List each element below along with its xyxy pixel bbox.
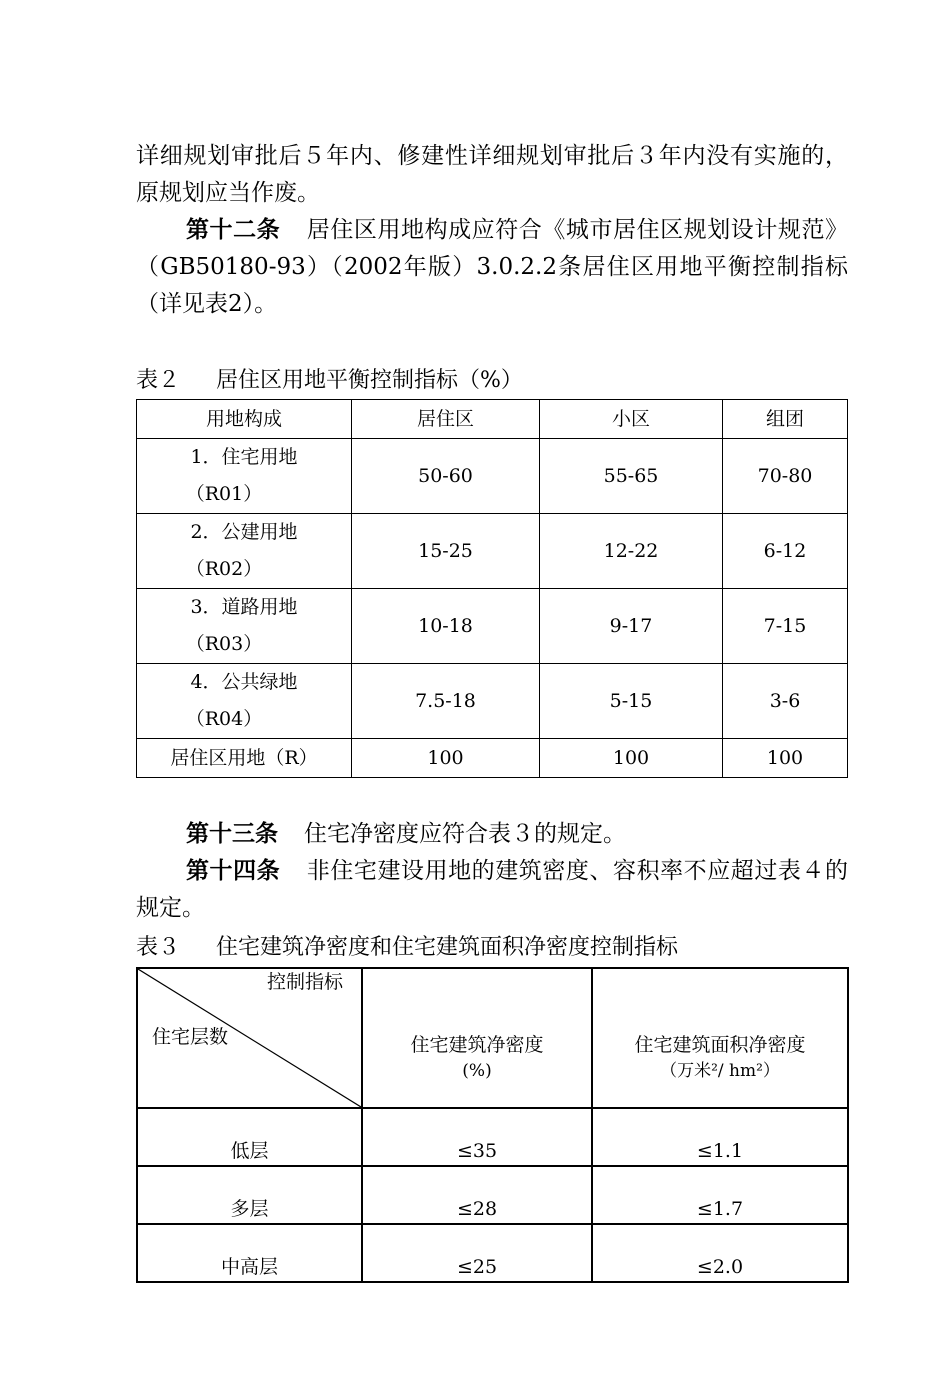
table-cell: ≤2.0 (592, 1224, 848, 1282)
category-name: 3．道路用地 (190, 596, 298, 618)
table-cell: ≤1.1 (592, 1108, 848, 1166)
article-number: 第十二条 (186, 217, 281, 243)
table-cell: 70-80 (723, 439, 848, 514)
diagonal-header-cell (137, 968, 362, 1108)
column-header: 居住区 (352, 400, 540, 439)
table-cell: 7.5-18 (352, 664, 540, 739)
table-title: 居住区用地平衡控制指标（%） (216, 368, 523, 393)
table-row (137, 1166, 848, 1224)
row-axis-label: 住宅层数 (152, 1026, 229, 1048)
column-header: 用地构成 (137, 400, 352, 439)
table-cell: 15-25 (352, 514, 540, 589)
column-axis-label: 控制指标 (266, 971, 343, 993)
total-label: 居住区用地（R） (137, 739, 352, 778)
table-cell: 10-18 (352, 589, 540, 664)
table-cell: 55-65 (540, 439, 723, 514)
article-text: 住宅净密度应符合表３的规定。 (304, 821, 626, 847)
table-cell: ≤28 (362, 1166, 592, 1224)
article-text: 非住宅建设用地的建筑密度、容积率不应超过表４的规定。 (136, 858, 849, 921)
column-header: 组团 (723, 400, 848, 439)
category-name: 1．住宅用地 (190, 446, 298, 468)
article-text: 居住区用地构成应符合《城市居住区规划设计规范》（GB50180-93）（2002年版）3.0.2.2条居住区用地平衡控制指标（详见表2）。 (136, 217, 849, 317)
column-title: 住宅建筑净密度 (410, 1034, 544, 1056)
table-row (137, 514, 848, 589)
article-13 (136, 816, 848, 853)
article-number: 第十三条 (186, 821, 278, 847)
category-code: （R04） (185, 708, 263, 730)
table-cell: 12-22 (540, 514, 723, 589)
table-row (137, 1108, 848, 1166)
table-total-row (137, 739, 848, 778)
table-cell: 9-17 (540, 589, 723, 664)
article-number: 第十四条 (186, 858, 281, 884)
table-cell: ≤35 (362, 1108, 592, 1166)
column-unit: （万米²/ hm²） (660, 1061, 780, 1081)
table-cell: 50-60 (352, 439, 540, 514)
table-cell: 100 (540, 739, 723, 778)
category-name: 2．公建用地 (190, 521, 298, 543)
land-use-category (137, 439, 352, 514)
floor-type: 中高层 (137, 1224, 362, 1282)
category-name: 4．公共绿地 (190, 671, 298, 693)
table-cell: 100 (352, 739, 540, 778)
table-row (137, 439, 848, 514)
paragraph-plan-expiry (136, 138, 848, 212)
table-number: 表３ (136, 935, 181, 960)
table-cell: ≤25 (362, 1224, 592, 1282)
column-unit: (%) (462, 1061, 492, 1081)
residential-density-table (136, 967, 849, 1283)
table-cell: 7-15 (723, 589, 848, 664)
land-use-category (137, 514, 352, 589)
table-cell: 100 (723, 739, 848, 778)
table2-caption (136, 366, 523, 396)
table-row (137, 589, 848, 664)
paragraph-text: 详细规划审批后５年内、修建性详细规划审批后３年内没有实施的，原规划应当作废。 (136, 143, 848, 206)
floor-type: 多层 (137, 1166, 362, 1224)
table-header-row (137, 400, 848, 439)
table-number: 表２ (136, 368, 181, 393)
table-header-row (137, 968, 848, 1108)
category-code: （R01） (185, 483, 263, 505)
category-code: （R03） (185, 633, 263, 655)
table3-caption (136, 933, 678, 963)
land-use-balance-table (136, 399, 848, 778)
table-cell: 3-6 (723, 664, 848, 739)
floor-type: 低层 (137, 1108, 362, 1166)
table-row (137, 664, 848, 739)
column-header (362, 968, 592, 1108)
table-title: 住宅建筑净密度和住宅建筑面积净密度控制指标 (216, 935, 679, 960)
article-12 (136, 212, 848, 323)
column-header (592, 968, 848, 1108)
column-title: 住宅建筑面积净密度 (634, 1034, 806, 1056)
land-use-category (137, 664, 352, 739)
table-cell: ≤1.7 (592, 1166, 848, 1224)
table-cell: 6-12 (723, 514, 848, 589)
category-code: （R02） (185, 558, 263, 580)
table-cell: 5-15 (540, 664, 723, 739)
land-use-category (137, 589, 352, 664)
table-row (137, 1224, 848, 1282)
article-14 (136, 853, 848, 927)
column-header: 小区 (540, 400, 723, 439)
